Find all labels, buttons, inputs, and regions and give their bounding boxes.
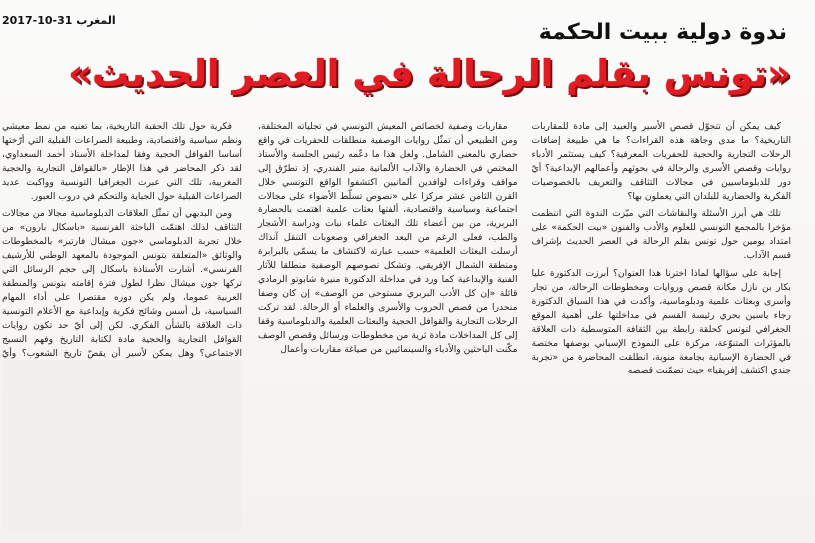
paragraph: تلك هي أبرز الأسئلة والنقاشات التي ميّزت الندوة التي انتظمت مؤخرا بالمجمع التونسي للعلوم والأدب والفنون «بيت الحكمة» على امتداد يومين حول تونس بقلم الرحالة في العصر الحديث بإشراف قسم الآداب. — [531, 208, 791, 262]
article-body — [258, 120, 791, 520]
paragraph: ومن البديهي أن تمثّل العلاقات الدبلوماسية مجالا من مجالات التثاقف لذلك اهتمّت الباحثة الفرنسية «باسكال بارون» من خلال تجربة الدبلوماسي «جون ميشال فارتير» بالمخطوطات والوثائق «المتعلقة بتونس الموجودة بالمعهد الوطني للأرشيف الفرنسي». أشارت الأستاذة باسكال إلى حجم الرسائل التي تركها جون ميشال نظرا لطول فترة إقامته بتونس والمنطقة العربية عموما، ولم يكن دوره مقتصرا على أداء المهام السياسية، بل أسس وشائج فكرية وإبداعية مع الأعلام التونسية ذات العلاقة بالشأن الفكري. لكن إلى أيّ حد تكون روايات القوافل التجارية والحجية مادة لكتابة التاريخ وفهم النسيج الاجتماعي؟ وهل يمكن لأسير أن يقصّ تاريخ الشعوب؟ وأيّ — [2, 208, 242, 359]
publication-date: المغرب 31-10-2017 — [2, 14, 116, 27]
column-3 — [2, 120, 242, 359]
page-bottom-margin — [2, 360, 242, 530]
column-1 — [532, 120, 792, 520]
paragraph: فكرية حول تلك الحقبة التاريخية، بما تعنيه من نمط معيشي ونظم سياسية واقتصادية، وطبيعة الصراعات القبلية التي أرّختها أساسا القوافل الحجية وفقا لمداخلة الأستاذ أحمد السعداوي، لقد ذكر المحاضر في هذا الإطار «بالقوافل التجارية والحجية المغربية، تلك التي عبرت الجغرافيا التونسية وواكبت عديد الصراعات القبلية حول الجباية والتحكم في دروب العبور. — [2, 121, 242, 202]
article-headline: «تونس بقلم الرحالة في العصر الحديث» — [68, 52, 791, 95]
paragraph: كيف يمكن أن تتحوّل قصص الأسير والعبيد إلى مادة للمقاربات التاريخية؟ ما مدى وجاهة هذه القراءات؟ ما هي طبيعة إضافات الرحلات التجارية والحجية للحفريات المعرفية؟ كيف يستثمر الأدباء روايات وقصص الأسرى والرحالة في بحوثهم وأعمالهم الإبداعية؟ أيّ دور للدبلوماسيين في مجالات التثاقف والتعريف بالخصوصيات الفكرية والحضارية للبلدان التي يعملون بها؟ — [531, 121, 791, 202]
column-2 — [258, 120, 518, 520]
article-kicker: ندوة دولية ببيت الحكمة — [538, 20, 787, 45]
paragraph: إجابة على سؤالها لماذا اخترنا هذا العنوان؟ أبرزت الدكتورة عليا بكار بن نازل مكانة قصص وروايات ومخطوطات الرحالة، من تجار وأسرى وبعثات علمية ودبلوماسية، وأكدت في هذا السياق الدكتورة رجاء ياسين بحري رئيسة القسم في مداخلتها على أهمية الموقع الجغرافي لتونس كحلقة رابطة بين الثقافة المتوسطية ذات العلاقة بالمؤثرات المتنوّعة، مركزة على النموذج الإسباني بوصفها مختصة في الحضارة الإسبانية بجامعة منوبة، انطلقت المحاضرة من «تجربة جندي اكتشف إفريقيا» حيث تضمّنت قصصه — [531, 268, 791, 377]
paragraph: مقاربات وصفية لخصائص المعيش التونسي في تجلياته المختلفة، ومن الطبيعي أن تمثّل روايات الوصفية منطلقات للحفريات في واقع حضاري بالمعنى الشامل. ولعل هذا ما دعّمه رئيس الجلسة والأستاذ المختص في الحضارة والآداب الألمانية منير الفندري، إذ تطرّق إلى مواقف وقراءات لوافدين ألمانيين اكتشفوا الواقع التونسي خلال القرن الثامن عشر مركزا على «نصوص تسلّط الأضواء على مجالات اجتماعية وسياسية واقتصادية، ألفتها بعثات علمية اهتمت بالحضارة البربرية، من بين أعضاء تلك البعثات علماء نبات ودراسة الأشجار والطب، فعلى الرغم من البعد الجغرافي وصعوبات التنقل آنذاك أرسلت البعثات العلمية» حسب عبارته لاكتشاف ما يسمّى بالبرابرة ومنطقة الشمال الإفريقي. وتشكل نصوصهم الوصفية منطلقا للآثار الفنية والإبداعية كما ورد في مداخلة الدكتورة منيرة شابوتو الرمادي قائلة «إن كل الأدب البربري مستوحى من الوصف» إن كان وصفا منحدرا من قصص الحروب والأسرى والعلماء أو الرحالة. لقد تركت الرحلات التجارية والقوافل الحجية والبعثات العلمية والدبلوماسية وقفا إلى كل المداخلات مادة ثرية من مخطوطات ورسائل وقصص الوصف مكّنت الباحثين والأدباء والسينمائيين من صياغة مقاربات وأعمال — [258, 121, 518, 355]
